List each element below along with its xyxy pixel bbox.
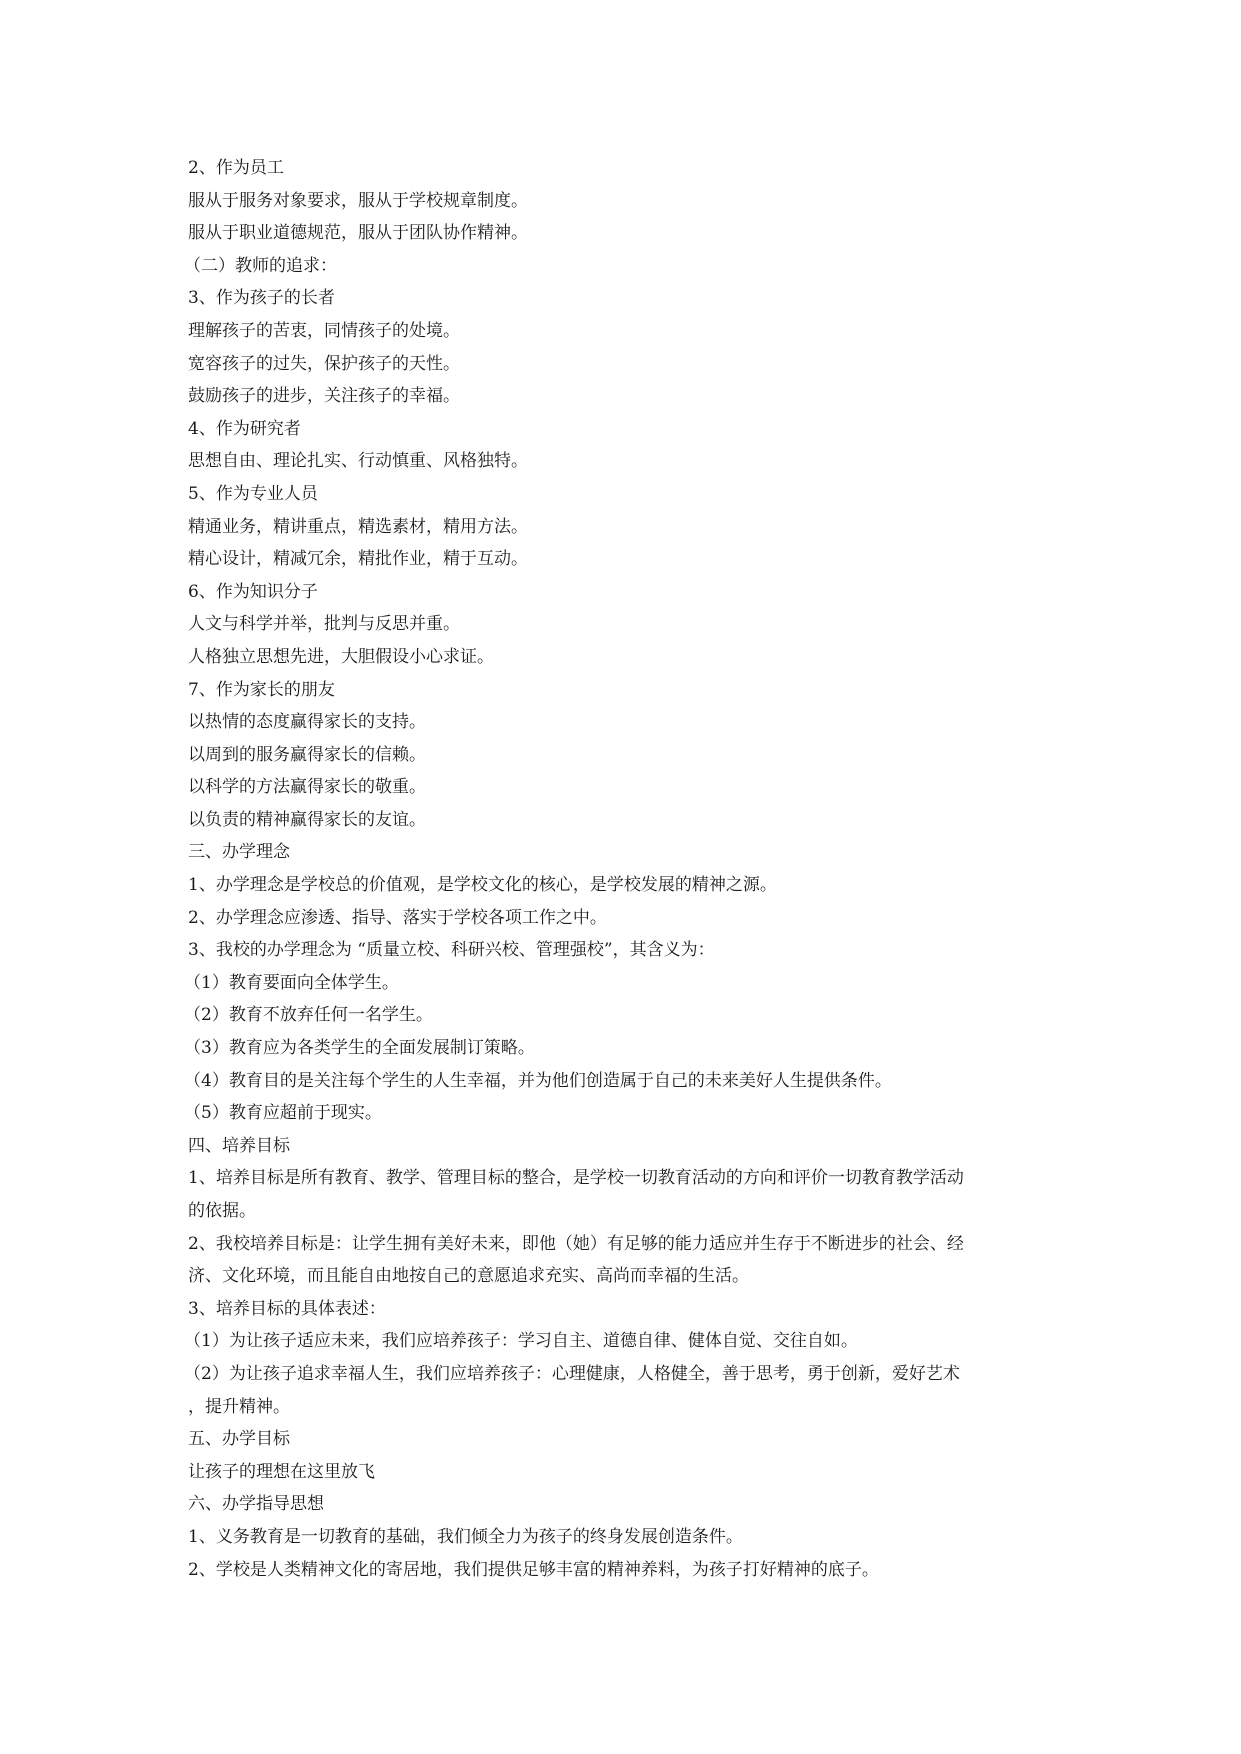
text-line: 以负责的精神赢得家长的友谊。 — [188, 809, 426, 830]
text-line: 2、作为员工 — [188, 158, 284, 178]
text-line: 济、文化环境，而且能自由地按自己的意愿追求充实、高尚而幸福的生活。 — [188, 1266, 749, 1287]
text-line: （5）教育应超前于现实。 — [184, 1103, 382, 1124]
text-line: 让孩子的理想在这里放飞 — [188, 1461, 375, 1482]
text-line: 3、我校的办学理念为 “质量立校、科研兴校、管理强校”，其含义为： — [188, 940, 715, 961]
text-line: 宽容孩子的过失，保护孩子的天性。 — [188, 353, 460, 374]
text-line: （4）教育目的是关注每个学生的人生幸福，并为他们创造属于自己的未来美好人生提供条件。 — [184, 1070, 892, 1091]
text-line: 以科学的方法赢得家长的敬重。 — [188, 777, 426, 798]
text-line: 精通业务，精讲重点，精选素材，精用方法。 — [188, 516, 528, 537]
section-heading: （二）教师的追求： — [184, 255, 337, 276]
text-line: 以热情的态度赢得家长的支持。 — [188, 712, 426, 733]
section-heading: 六、办学指导思想 — [188, 1494, 324, 1515]
document-body — [184, 152, 1058, 1586]
text-line: 人文与科学并举，批判与反思并重。 — [188, 614, 460, 635]
text-line: （2）教育不放弃任何一名学生。 — [184, 1005, 433, 1026]
section-heading: 五、办学目标 — [188, 1429, 290, 1450]
text-line: 5、作为专业人员 — [188, 483, 318, 504]
text-line: 3、培养目标的具体表述： — [188, 1298, 386, 1319]
text-line: 服从于服务对象要求，服从于学校规章制度。 — [188, 190, 528, 211]
text-line: 鼓励孩子的进步，关注孩子的幸福。 — [188, 386, 460, 407]
text-line: 以周到的服务赢得家长的信赖。 — [188, 744, 426, 765]
text-line: （1）为让孩子适应未来，我们应培养孩子：学习自主、道德自律、健体自觉、交往自如。 — [184, 1331, 858, 1352]
text-line: 2、办学理念应渗透、指导、落实于学校各项工作之中。 — [188, 907, 607, 928]
text-line: 人格独立思想先进，大胆假设小心求证。 — [188, 646, 494, 667]
text-line: 3、作为孩子的长者 — [188, 288, 335, 309]
text-line: 1、办学理念是学校总的价值观，是学校文化的核心，是学校发展的精神之源。 — [188, 875, 777, 896]
text-line: 精心设计，精减冗余，精批作业，精于互动。 — [188, 549, 528, 570]
text-line: （3）教育应为各类学生的全面发展制订策略。 — [184, 1038, 535, 1059]
text-line: （2）为让孩子追求幸福人生，我们应培养孩子：心理健康，人格健全，善于思考，勇于创新，爱好艺术 — [184, 1363, 960, 1384]
text-line: 2、学校是人类精神文化的寄居地，我们提供足够丰富的精神养料，为孩子打好精神的底子。 — [188, 1559, 879, 1580]
text-line: 7、作为家长的朋友 — [188, 679, 335, 700]
text-line: 1、义务教育是一切教育的基础，我们倾全力为孩子的终身发展创造条件。 — [188, 1526, 743, 1547]
text-line: 4、作为研究者 — [188, 418, 301, 439]
section-heading: 三、办学理念 — [188, 842, 290, 863]
text-line: 理解孩子的苦衷，同情孩子的处境。 — [188, 320, 460, 341]
text-line: 2、我校培养目标是：让学生拥有美好未来，即他（她）有足够的能力适应并生存于不断进步的社会、经 — [188, 1233, 964, 1254]
text-line: 思想自由、理论扎实、行动慎重、风格独特。 — [188, 451, 528, 472]
text-line: ，提升精神。 — [188, 1396, 290, 1417]
text-line: （1）教育要面向全体学生。 — [184, 972, 399, 993]
section-heading: 四、培养目标 — [188, 1135, 290, 1156]
text-line: 的依据。 — [188, 1201, 256, 1221]
text-line: 6、作为知识分子 — [188, 581, 318, 602]
text-line: 服从于职业道德规范，服从于团队协作精神。 — [188, 223, 528, 244]
text-line: 1、培养目标是所有教育、教学、管理目标的整合，是学校一切教育活动的方向和评价一切教育教学活动 — [188, 1168, 964, 1189]
